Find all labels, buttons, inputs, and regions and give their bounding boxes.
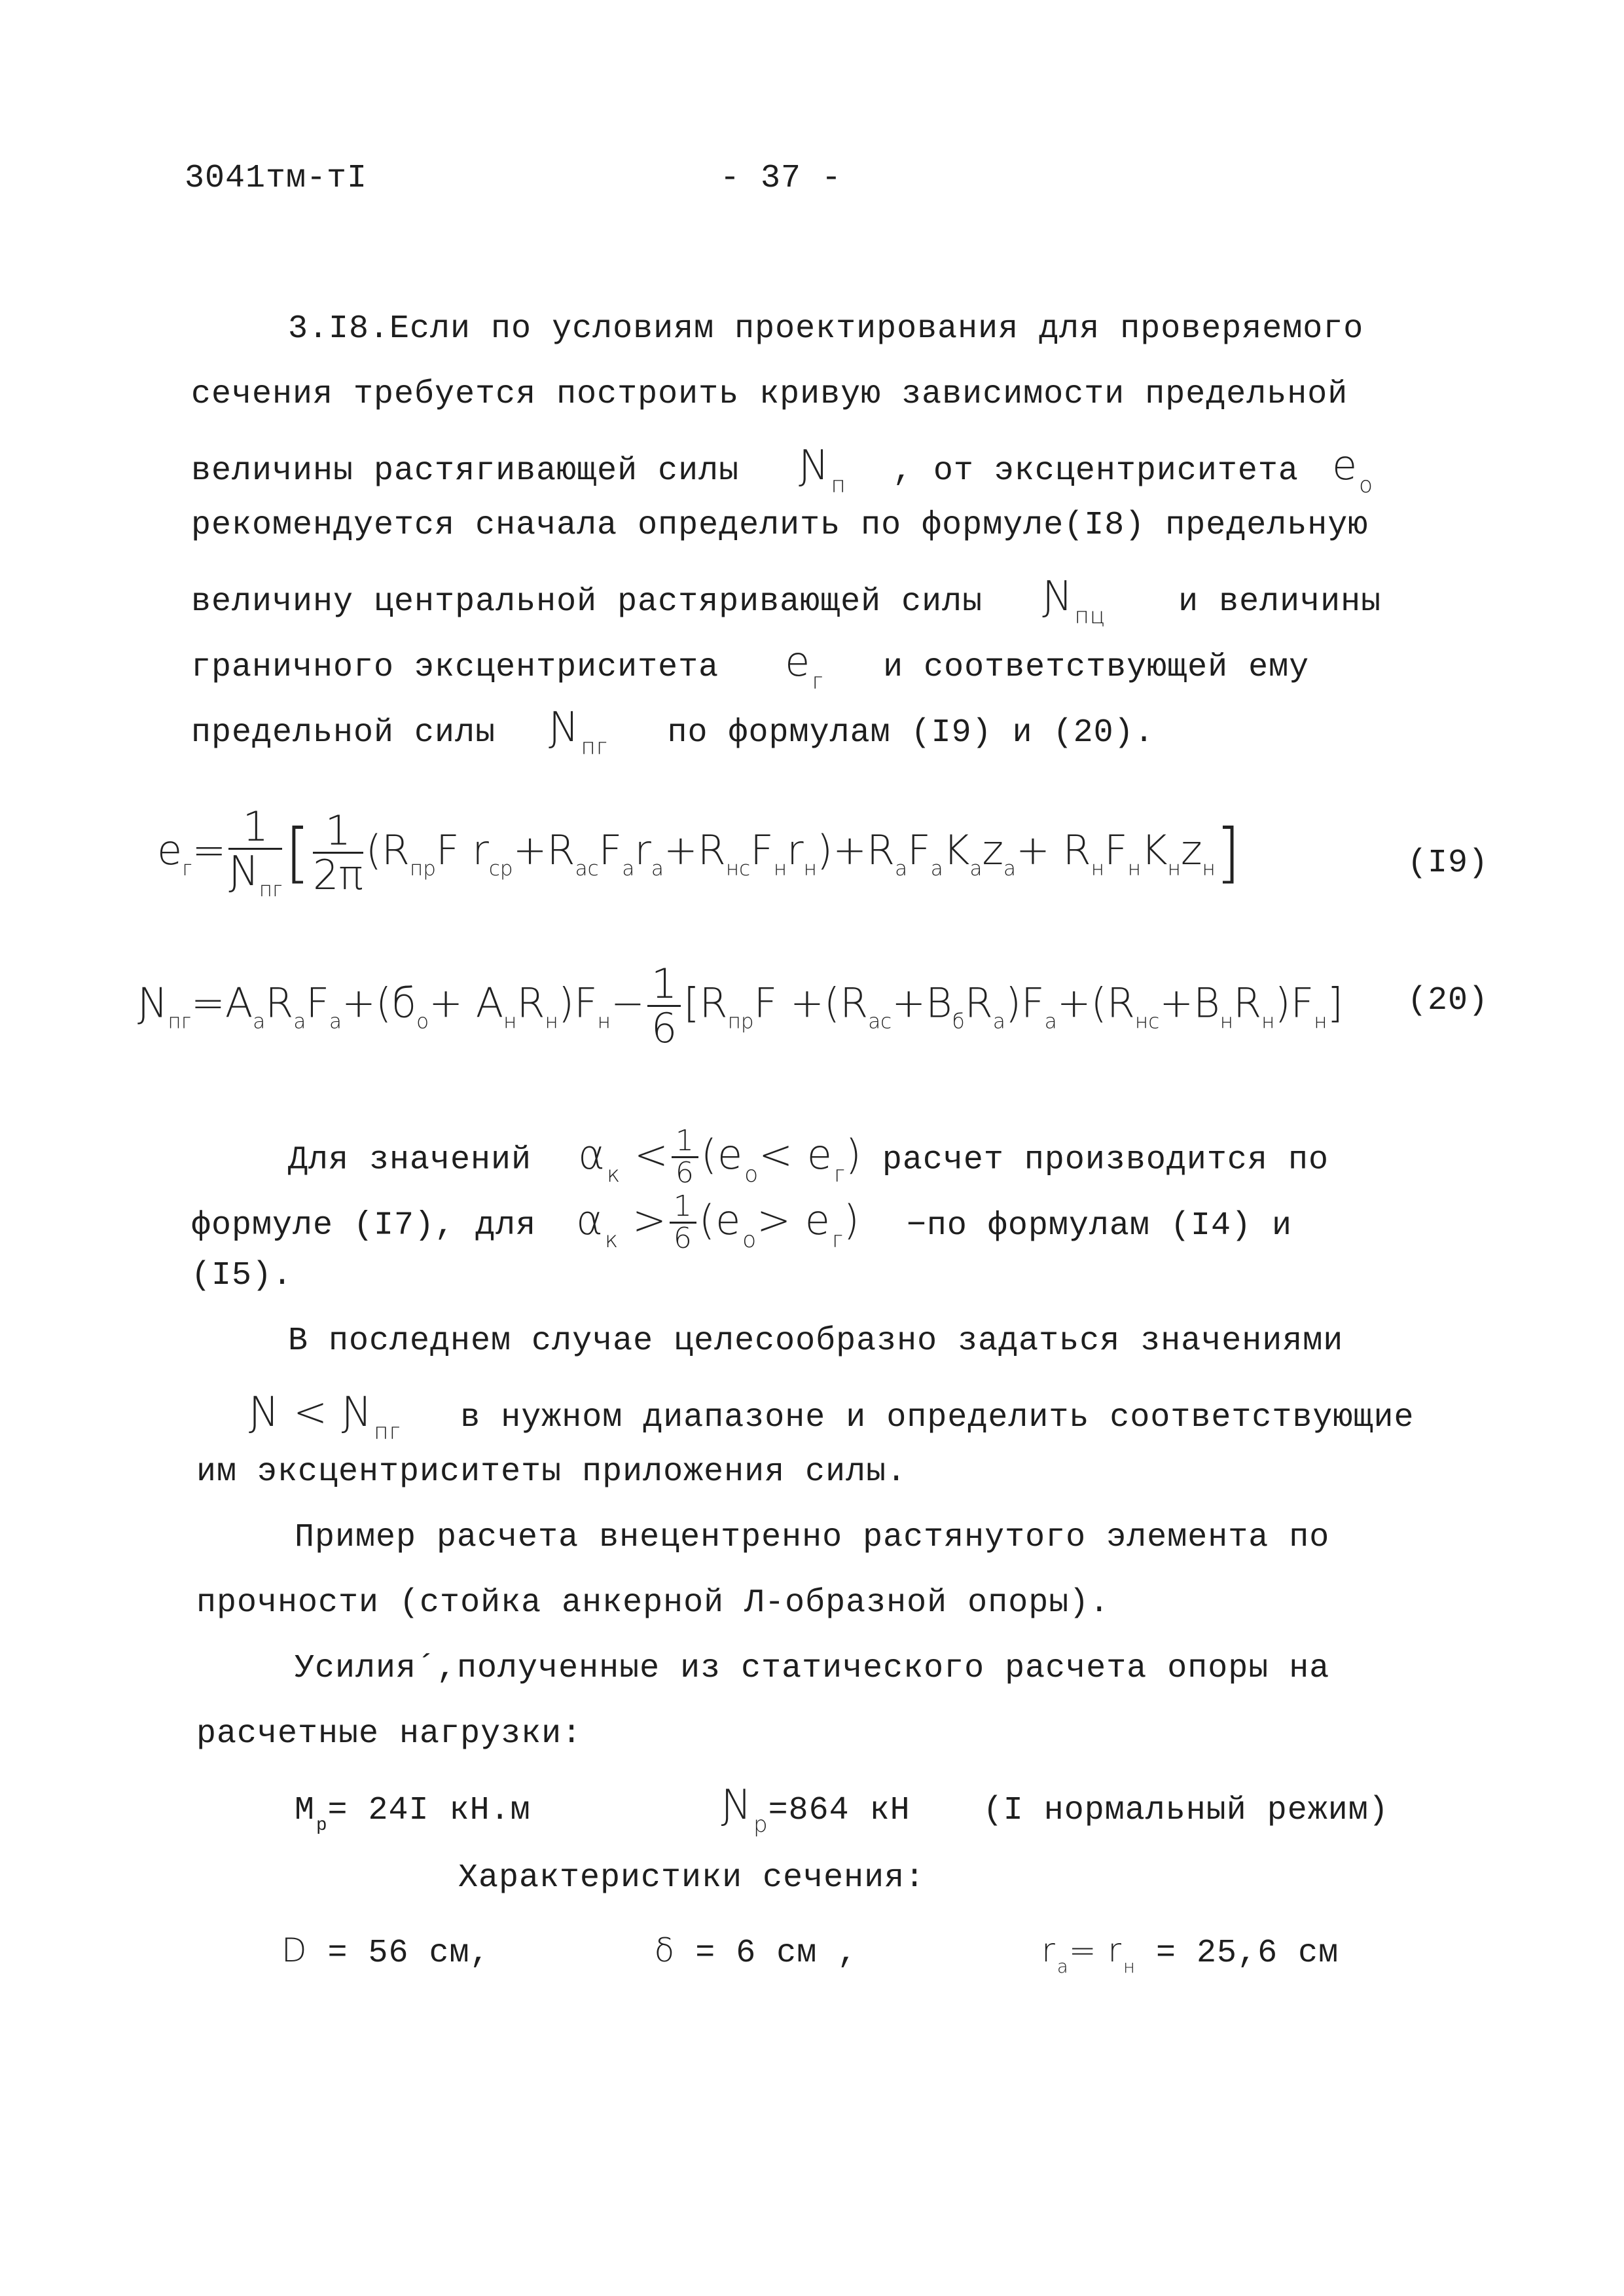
f20-s11: б bbox=[952, 1010, 965, 1034]
e-g-subscript: г bbox=[812, 668, 824, 695]
example-line-2: прочности (стойка анкерной Л-образной опоры). bbox=[196, 1584, 1110, 1622]
n-pts-subscript: пц bbox=[1074, 603, 1106, 630]
f19-n: Ɲ bbox=[228, 847, 259, 896]
f19-t16: z bbox=[1180, 826, 1202, 874]
f20-t13: )F bbox=[1005, 979, 1045, 1027]
f20-frac-den: 6 bbox=[651, 1004, 677, 1053]
f20-s15: н bbox=[1219, 1010, 1234, 1034]
conditions-line-1 bbox=[288, 1126, 1329, 1188]
n-letter: Ɲ bbox=[549, 703, 580, 751]
f20-s10: ас bbox=[868, 1010, 892, 1034]
f20-t17: )F bbox=[1274, 979, 1314, 1027]
formula-20 bbox=[137, 960, 1343, 1053]
f19-t8: r bbox=[787, 826, 804, 874]
line7-text-b: по формулам (I9) и (20). bbox=[667, 714, 1155, 752]
f20-s14: нс bbox=[1134, 1010, 1160, 1034]
f20-t5: + A bbox=[429, 979, 504, 1027]
e-o-symbol bbox=[1331, 441, 1373, 499]
f19-bracket-open: [ bbox=[285, 815, 310, 891]
f19-frac2-num: 1 bbox=[313, 809, 363, 854]
f20-t11: +B bbox=[892, 979, 952, 1027]
cond2-alpha-sub: к bbox=[604, 1227, 619, 1254]
forces-line-2: расчетные нагрузки: bbox=[196, 1715, 583, 1753]
f19-t13: + R bbox=[1016, 826, 1091, 874]
f19-s3: ас bbox=[575, 856, 599, 881]
last-case-text: в нужном диапазоне и определить соответствующие bbox=[460, 1399, 1415, 1436]
f20-t16: R bbox=[1233, 979, 1262, 1027]
f20-t1: =A bbox=[190, 979, 253, 1027]
last-case-npg-sub: пг bbox=[374, 1419, 401, 1446]
moment-sym: M bbox=[295, 1792, 316, 1829]
f19-t6: +R bbox=[663, 826, 726, 874]
f20-frac-num: 1 bbox=[647, 962, 681, 1007]
f19-s7: н bbox=[773, 856, 787, 881]
f20-s13: а bbox=[1044, 1010, 1057, 1034]
cond2-paren: (e bbox=[698, 1195, 742, 1244]
f19-s16: н bbox=[1202, 856, 1216, 881]
n-p-symbol bbox=[799, 441, 846, 499]
n-letter: Ɲ bbox=[799, 441, 830, 489]
formula-20-label: (20) bbox=[1407, 982, 1489, 1019]
force-n-val: =864 кН bbox=[768, 1792, 911, 1829]
f19-s6: нс bbox=[725, 856, 751, 881]
cond2-close: ) bbox=[843, 1195, 860, 1244]
section-title: Характеристики сечения: bbox=[458, 1859, 926, 1897]
f19-t14: F bbox=[1104, 826, 1128, 874]
f20-t12: R bbox=[964, 979, 993, 1027]
f19-s2: ср bbox=[488, 856, 513, 881]
force-n-sub: р bbox=[753, 1812, 768, 1838]
f19-t9: )+R bbox=[816, 826, 895, 874]
radius-eq: = r bbox=[1068, 1931, 1123, 1969]
last-case-line-2 bbox=[249, 1388, 1414, 1445]
last-case-npg: Ɲ bbox=[341, 1388, 373, 1436]
diameter-val: = 56 см, bbox=[327, 1935, 490, 1972]
n-pg-symbol bbox=[549, 703, 608, 761]
page-number: - 37 - bbox=[720, 160, 842, 197]
formula-19: $e_г=$ $\frac{1}{Ɲ_{пг}}$ [ $\frac{1}{2\pi}$ ($R_{пр}F$ $r_{ср}+R_{ас}F_аr_а+R_{нс}F_нr_н)+R_аF_аK_аz_а+ R_нF_нK_нz_н$] bbox=[157, 803, 1241, 902]
cond2-gt: > bbox=[632, 1195, 667, 1244]
last-case-n: Ɲ bbox=[249, 1388, 280, 1436]
radius-sub-a: а bbox=[1056, 1956, 1069, 1977]
f19-s15: н bbox=[1167, 856, 1181, 881]
f19-s11: а bbox=[969, 856, 983, 881]
forces-line-1: Усилия´,полученные из статического расчета опоры на bbox=[295, 1650, 1330, 1687]
f19-frac-2 bbox=[312, 807, 363, 900]
para-318-line-7 bbox=[191, 703, 1155, 760]
para-318-line-3 bbox=[191, 441, 1373, 498]
cond1-eo-sub: о bbox=[744, 1161, 759, 1188]
formula-19-label: (I9) bbox=[1407, 845, 1489, 882]
line6-text-b: и соответствующей ему bbox=[883, 649, 1310, 686]
n-pts-symbol bbox=[1042, 572, 1106, 630]
line5-text-b: и величины bbox=[1178, 583, 1382, 621]
f19-t10: F bbox=[907, 826, 931, 874]
para-318-line-4: рекомендуется сначала определить по формуле(I8) предельную bbox=[191, 507, 1369, 544]
cond2-expr bbox=[576, 1190, 860, 1256]
f19-t11: K bbox=[943, 826, 970, 874]
cond2-eg-sub: г bbox=[831, 1227, 844, 1254]
line3-text-b: , от эксцентриситета bbox=[892, 452, 1299, 490]
cond2-text-a: формуле (I7), для bbox=[191, 1207, 537, 1245]
para-318-line-5 bbox=[191, 572, 1381, 629]
load-mode: (I нормальный режим) bbox=[983, 1792, 1389, 1829]
f20-n-sub: пг bbox=[168, 1010, 191, 1034]
e-g-symbol bbox=[785, 638, 824, 695]
radius-sym: r bbox=[1041, 1931, 1056, 1969]
cond1-alpha: α bbox=[578, 1130, 605, 1178]
cond1-text-a: Для значений bbox=[288, 1141, 532, 1179]
cond2-mid: > e bbox=[757, 1195, 831, 1244]
cond1-alpha-sub: к bbox=[606, 1161, 621, 1188]
f20-s5: н bbox=[503, 1010, 517, 1034]
f19-n-sub: пг bbox=[259, 878, 283, 902]
f20-s1: а bbox=[253, 1010, 266, 1034]
f19-t1: (R bbox=[365, 826, 410, 874]
f20-t18: ] bbox=[1327, 979, 1343, 1027]
line5-text-a: величину центральной растяривающей силы bbox=[191, 583, 983, 621]
line3-text-a: величины растягивающей силы bbox=[191, 452, 740, 490]
f19-bracket-close: ] bbox=[1215, 815, 1241, 891]
conditions-line-2 bbox=[191, 1192, 1292, 1254]
thickness-val: = 6 см , bbox=[695, 1935, 858, 1972]
forces-values bbox=[295, 1781, 1389, 1838]
f20-s12: а bbox=[992, 1010, 1005, 1034]
f20-s6: н bbox=[545, 1010, 558, 1034]
f20-t10: F +(R bbox=[753, 979, 869, 1027]
f19-t12: z bbox=[982, 826, 1003, 874]
cond2-frac bbox=[670, 1192, 696, 1254]
cond1-frac-num: 1 bbox=[672, 1126, 698, 1158]
conditions-line-3: (I5). bbox=[191, 1257, 293, 1294]
f19-s1: пр bbox=[410, 856, 436, 881]
cond1-mid: < e bbox=[759, 1130, 833, 1178]
f20-t6: R bbox=[516, 979, 545, 1027]
f19-s9: а bbox=[895, 856, 908, 881]
radius-expr bbox=[1041, 1931, 1136, 1977]
f19-s10: а bbox=[930, 856, 943, 881]
e-o-subscript: о bbox=[1359, 472, 1373, 499]
f19-t2: F r bbox=[435, 826, 489, 874]
f19-frac1-num: 1 bbox=[228, 805, 282, 850]
example-line-1: Пример расчета внецентренно растянутого элемента по bbox=[295, 1519, 1330, 1556]
n-pg-subscript: пг bbox=[581, 734, 608, 761]
cond1-frac-den: 6 bbox=[675, 1156, 695, 1190]
cond2-text-b: −по формулам (I4) и bbox=[906, 1207, 1292, 1245]
f20-frac bbox=[647, 960, 681, 1053]
f19-t4: F bbox=[598, 826, 623, 874]
f20-n: Ɲ bbox=[137, 979, 168, 1027]
force-n: Ɲ bbox=[721, 1781, 752, 1829]
doc-code: 3041тм-тI bbox=[185, 160, 368, 197]
f20-s17: н bbox=[1314, 1010, 1327, 1034]
cond2-frac-num: 1 bbox=[670, 1192, 696, 1224]
cond2-alpha: α bbox=[576, 1195, 604, 1244]
f19-frac-1 bbox=[228, 805, 282, 901]
f20-t7: )F bbox=[558, 979, 598, 1027]
n-p-subscript: п bbox=[831, 472, 846, 499]
f19-lhs-sub: г bbox=[182, 856, 192, 881]
f20-s16: н bbox=[1261, 1010, 1275, 1034]
f19-t5: r bbox=[634, 826, 651, 874]
f19-t3: +R bbox=[513, 826, 575, 874]
f19-s12: а bbox=[1003, 856, 1016, 881]
f19-frac1-den bbox=[228, 847, 283, 902]
para-318-line-2: сечения требуется построить кривую зависимости предельной bbox=[191, 376, 1348, 413]
last-case-line-1: В последнем случае целесообразно задаться значениями bbox=[288, 1322, 1344, 1360]
f19-s14: н bbox=[1127, 856, 1141, 881]
cond2-eo-sub: о bbox=[742, 1227, 757, 1254]
last-case-expr bbox=[249, 1388, 401, 1446]
moment-val: = 24I кН.м bbox=[327, 1792, 531, 1829]
n-letter: Ɲ bbox=[1042, 572, 1074, 620]
f20-t8: − bbox=[610, 979, 645, 1027]
last-case-lt: < bbox=[293, 1388, 329, 1436]
f20-s4: о bbox=[416, 1010, 429, 1034]
f20-s7: н bbox=[597, 1010, 611, 1034]
f20-s2: а bbox=[293, 1010, 306, 1034]
f19-lhs: e bbox=[157, 826, 183, 874]
f19-s13: н bbox=[1091, 856, 1105, 881]
f20-s9: пр bbox=[727, 1010, 754, 1034]
f20-t4: +(б bbox=[342, 979, 417, 1027]
moment-sub: р bbox=[316, 1815, 328, 1836]
last-case-line-3: им эксцентриситеты приложения силы. bbox=[196, 1453, 907, 1491]
line6-text-a: граничного эксцентриситета bbox=[191, 649, 719, 686]
line7-text-a: предельной силы bbox=[191, 714, 496, 752]
f19-t15: K bbox=[1140, 826, 1168, 874]
cond1-paren: (e bbox=[700, 1130, 744, 1178]
cond1-lt: < bbox=[634, 1130, 669, 1178]
f19-s5: а bbox=[651, 856, 664, 881]
cond1-text-b: расчет производится по bbox=[882, 1141, 1329, 1179]
radius-val: = 25,6 см bbox=[1156, 1935, 1339, 1972]
section-values bbox=[281, 1931, 1339, 1977]
f20-t15: +B bbox=[1159, 979, 1220, 1027]
e-letter: e bbox=[1331, 441, 1358, 489]
cond1-close: ) bbox=[845, 1130, 862, 1178]
f20-s3: а bbox=[329, 1010, 342, 1034]
f19-frac2-den: 2π bbox=[312, 851, 363, 900]
f19-t7: F bbox=[750, 826, 774, 874]
f20-t9: [R bbox=[683, 979, 728, 1027]
f20-t2: R bbox=[265, 979, 294, 1027]
para-318-line-6 bbox=[191, 638, 1309, 695]
cond1-expr bbox=[578, 1124, 862, 1190]
cond2-frac-den: 6 bbox=[673, 1222, 693, 1256]
cond1-frac bbox=[672, 1126, 698, 1188]
e-letter: e bbox=[785, 638, 811, 685]
f20-t14: +(R bbox=[1056, 979, 1135, 1027]
radius-sub-n: н bbox=[1123, 1956, 1136, 1977]
moment-value bbox=[295, 1792, 531, 1836]
f20-t3: F bbox=[306, 979, 330, 1027]
f19-s4: а bbox=[622, 856, 635, 881]
thickness-sym: δ bbox=[654, 1931, 676, 1969]
para-318-line-1: 3.I8.Если по условиям проектирования для проверяемого bbox=[288, 310, 1364, 348]
f19-s8: н bbox=[803, 856, 817, 881]
force-n-symbol bbox=[721, 1781, 768, 1838]
cond1-eg-sub: г bbox=[833, 1161, 846, 1188]
diameter-sym: D bbox=[281, 1931, 308, 1969]
